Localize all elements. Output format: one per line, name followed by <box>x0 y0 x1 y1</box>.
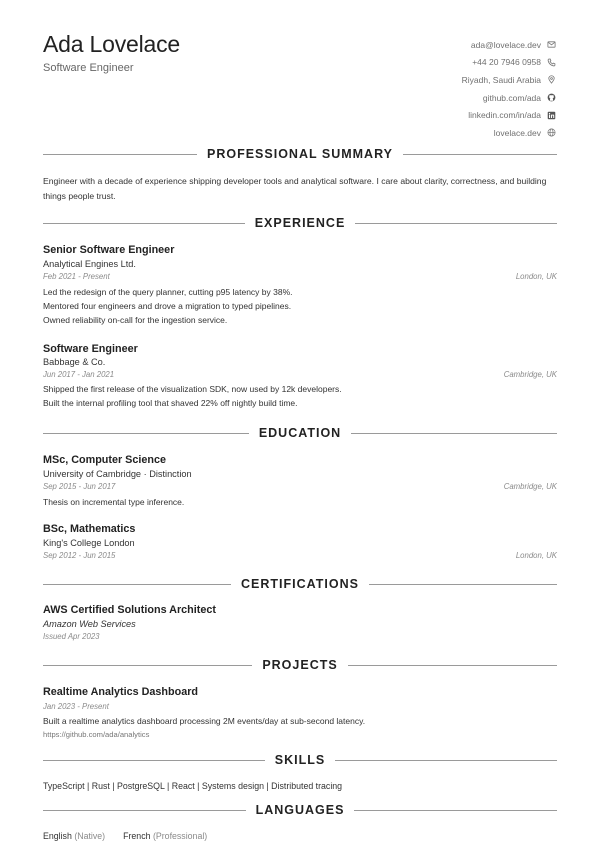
project-title: Realtime Analytics Dashboard <box>43 686 199 698</box>
contact-github-text: github.com/ada <box>482 92 541 103</box>
mail-icon <box>546 39 557 50</box>
certification-entry <box>43 604 557 641</box>
resume-name: Ada Lovelace <box>43 31 180 57</box>
education-entry <box>43 523 557 560</box>
contact-phone[interactable] <box>462 54 557 72</box>
bullet-item: Shipped the first release of the visualization SDK, now used by 12k developers. <box>43 384 342 394</box>
section-heading-summary <box>43 147 557 161</box>
language-level: (Professional) <box>152 831 208 841</box>
linkedin-icon <box>546 110 557 121</box>
company-name: Babbage & Co. <box>43 357 106 367</box>
globe-icon <box>546 127 557 138</box>
contact-website[interactable] <box>462 124 557 142</box>
location: Cambridge, UK <box>503 482 557 491</box>
section-heading-experience <box>43 216 557 230</box>
experience-entry <box>43 343 557 411</box>
section-label: EXPERIENCE <box>254 216 346 230</box>
institution-name: University of Cambridge · Distinction <box>43 469 192 479</box>
divider <box>351 433 557 434</box>
divider <box>355 223 557 224</box>
section-label: EDUCATION <box>258 426 342 440</box>
contact-linkedin[interactable] <box>462 106 557 124</box>
contact-website-text: lovelace.dev <box>493 127 541 138</box>
company-name: Analytical Engines Ltd. <box>43 259 136 269</box>
language-name: French <box>123 831 151 841</box>
section-label: CERTIFICATIONS <box>241 577 359 591</box>
project-description: Built a realtime analytics dashboard processing 2M events/day at sub-second latency. <box>43 716 366 726</box>
divider <box>369 584 557 585</box>
experience-entry <box>43 244 557 327</box>
divider <box>43 665 252 666</box>
language-name: English <box>43 831 72 841</box>
date-range: Feb 2021 - Present <box>43 272 110 281</box>
degree-title: BSc, Mathematics <box>43 523 136 535</box>
github-icon <box>546 92 557 103</box>
section-label: LANGUAGES <box>255 803 345 817</box>
skills-list: TypeScript | Rust | PostgreSQL | React | Systems design | Distributed tracing <box>43 781 343 791</box>
divider <box>43 433 249 434</box>
entry-meta <box>43 632 557 641</box>
section-label: PROFESSIONAL SUMMARY <box>207 147 393 161</box>
resume-title: Software Engineer <box>43 62 134 74</box>
job-title: Senior Software Engineer <box>43 244 175 256</box>
bullet-list <box>43 286 557 327</box>
institution-name: King's College London <box>43 538 135 548</box>
date-range: Sep 2012 - Jun 2015 <box>43 551 116 560</box>
language-item <box>43 831 105 841</box>
section-heading-education <box>43 426 557 440</box>
location: London, UK <box>515 272 557 281</box>
date-range: Jan 2023 - Present <box>43 702 109 711</box>
location-pin-icon <box>546 74 557 85</box>
date-range: Jun 2017 - Jan 2021 <box>43 370 115 379</box>
section-heading-skills <box>43 753 557 767</box>
divider <box>43 810 246 811</box>
entry-meta <box>43 272 557 281</box>
date-range: Sep 2015 - Jun 2017 <box>43 482 116 491</box>
section-heading-certifications <box>43 577 557 591</box>
divider <box>348 665 557 666</box>
divider <box>43 154 197 155</box>
certification-title: AWS Certified Solutions Architect <box>43 604 216 616</box>
bullet-list <box>43 383 557 411</box>
contact-github[interactable] <box>462 89 557 107</box>
entry-meta <box>43 370 557 379</box>
entry-meta <box>43 482 557 491</box>
project-entry <box>43 686 557 739</box>
degree-title: MSc, Computer Science <box>43 454 166 466</box>
education-note: Thesis on incremental type inference. <box>43 497 185 507</box>
divider <box>354 810 557 811</box>
divider <box>43 223 245 224</box>
section-label: PROJECTS <box>262 658 338 672</box>
divider <box>43 584 231 585</box>
contact-list <box>462 36 557 142</box>
contact-phone-text: +44 20 7946 0958 <box>472 57 541 68</box>
section-heading-languages <box>43 803 557 817</box>
education-entry <box>43 454 557 510</box>
divider <box>403 154 557 155</box>
project-link[interactable]: https://github.com/ada/analytics <box>43 729 150 739</box>
certification-issuer: Amazon Web Services <box>43 619 136 629</box>
contact-linkedin-text: linkedin.com/in/ada <box>468 110 541 121</box>
bullet-item: Owned reliability on-call for the ingestion service. <box>43 314 228 325</box>
bullet-item: Built the internal profiling tool that shaved 22% off nightly build time. <box>43 397 298 408</box>
contact-location-text: Riyadh, Saudi Arabia <box>461 74 541 85</box>
language-item <box>123 831 207 841</box>
section-heading-projects <box>43 658 557 672</box>
contact-email-text: ada@lovelace.dev <box>470 39 541 50</box>
entry-meta <box>43 551 557 560</box>
job-title: Software Engineer <box>43 343 138 355</box>
bullet-item: Led the redesign of the query planner, cutting p95 latency by 38%. <box>43 287 293 297</box>
summary-text: Engineer with a decade of experience shipping developer tools and analytical software. I care about clarity, correctness, and building things people trust. <box>43 176 547 201</box>
languages-list <box>43 831 557 841</box>
divider <box>43 760 265 761</box>
location: London, UK <box>515 551 557 560</box>
bullet-item: Mentored four engineers and drove a migration to typed pipelines. <box>43 300 292 311</box>
divider <box>335 760 557 761</box>
phone-icon <box>546 57 557 68</box>
entry-meta <box>43 702 557 711</box>
issue-date: Issued Apr 2023 <box>43 632 100 641</box>
section-label: SKILLS <box>274 753 326 767</box>
contact-location <box>462 71 557 89</box>
contact-email[interactable] <box>462 36 557 54</box>
language-level: (Native) <box>74 831 106 841</box>
location: Cambridge, UK <box>503 370 557 379</box>
